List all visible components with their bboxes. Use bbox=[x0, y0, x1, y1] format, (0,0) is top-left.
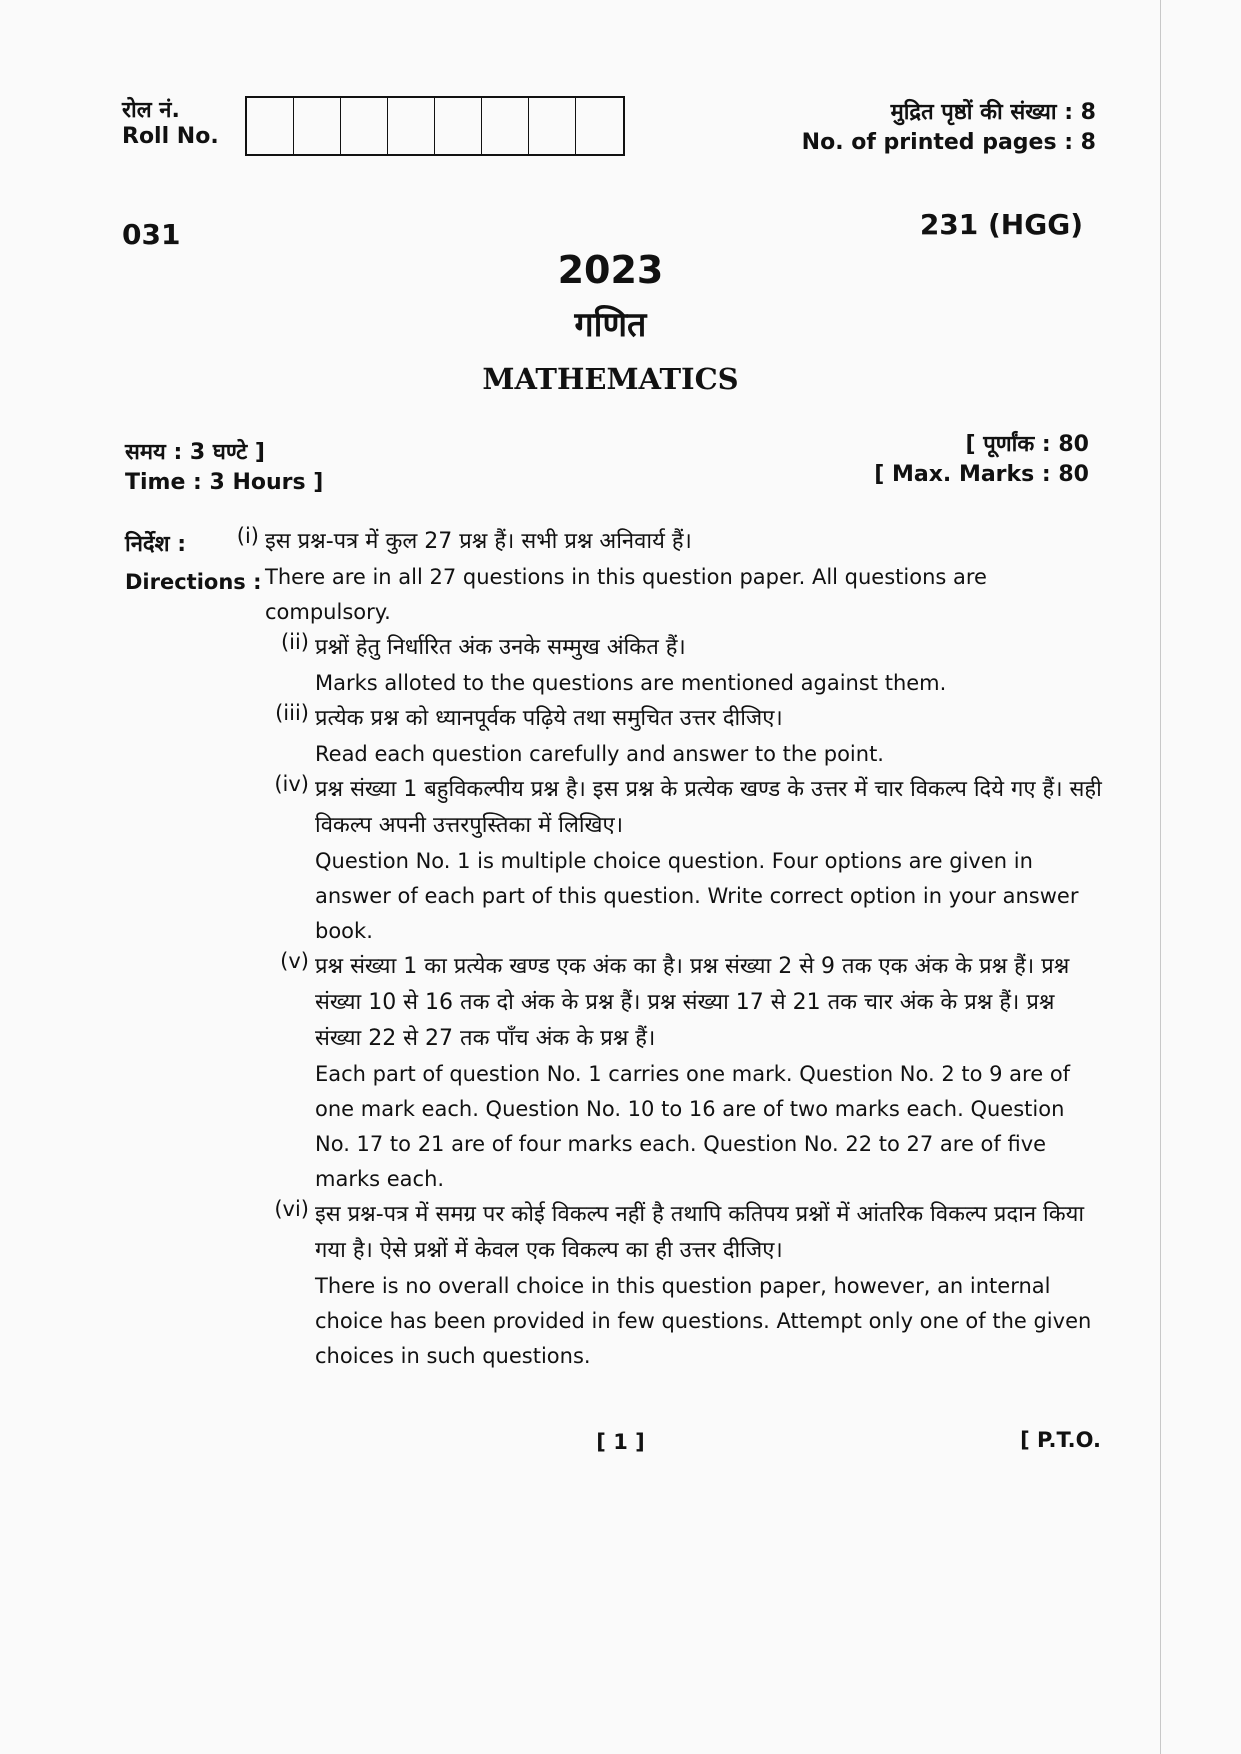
direction-text: Question No. 1 is multiple choice question. Four options are given in answer of each part of this question. Write correct option in your answer book. bbox=[315, 849, 1079, 943]
printed-pages: No. of printed pages : 8 bbox=[801, 130, 1096, 155]
printed-pages-hindi: मुद्रित पृष्ठों की संख्या : 8 bbox=[890, 100, 1096, 125]
direction-text-hindi: प्रश्नों हेतु निर्धारित अंक उनके सम्मुख अंकित हैं। bbox=[315, 635, 686, 660]
max-marks: [ Max. Marks : 80 bbox=[874, 462, 1089, 487]
direction-item bbox=[265, 630, 1105, 701]
paper-series-code: 231 (HGG) bbox=[919, 208, 1083, 241]
roll-label: Roll No. bbox=[122, 124, 219, 149]
direction-item bbox=[265, 1197, 1105, 1374]
direction-text-hindi: प्रत्येक प्रश्न को ध्यानपूर्वक पढ़िये तथा समुचित उत्तर दीजिए। bbox=[315, 706, 783, 731]
direction-item bbox=[265, 949, 1105, 1197]
directions-label-hindi: निर्देश : bbox=[125, 532, 187, 557]
roll-label-hindi: रोल नं. bbox=[122, 98, 180, 123]
roll-digit-box[interactable] bbox=[576, 98, 623, 154]
direction-number: (iii) bbox=[275, 701, 309, 725]
page-number: [ 1 ] bbox=[596, 1430, 645, 1454]
roll-digit-box[interactable] bbox=[294, 98, 341, 154]
roll-digit-box[interactable] bbox=[435, 98, 482, 154]
roll-digit-box[interactable] bbox=[247, 98, 294, 154]
direction-number: (ii) bbox=[280, 630, 309, 654]
roll-digit-box[interactable] bbox=[482, 98, 529, 154]
paper-code: 031 bbox=[122, 218, 181, 251]
please-turn-over: [ P.T.O. bbox=[1020, 1428, 1101, 1452]
direction-text-hindi: प्रश्न संख्या 1 बहुविकल्पीय प्रश्न है। इस प्रश्न के प्रत्येक खण्ड के उत्तर में चार विकल्प दिये गए हैं। सही विकल्प अपनी उत्तरपुस्तिका में लिखिए। bbox=[315, 777, 1102, 838]
roll-digit-box[interactable] bbox=[388, 98, 435, 154]
direction-number: (vi) bbox=[274, 1197, 309, 1221]
direction-text-hindi: इस प्रश्न-पत्र में समग्र पर कोई विकल्प नहीं है तथापि कतिपय प्रश्नों में आंतरिक विकल्प प्रदान किया गया है। ऐसे प्रश्नों में केवल एक विकल्प का ही उत्तर दीजिए। bbox=[315, 1202, 1085, 1263]
roll-digit-box[interactable] bbox=[341, 98, 388, 154]
direction-number: (i) bbox=[236, 524, 259, 548]
direction-text: There are in all 27 questions in this question paper. All questions are compulsory. bbox=[265, 565, 987, 624]
direction-text: Read each question carefully and answer to the point. bbox=[315, 742, 884, 766]
max-marks-hindi: [ पूर्णांक : 80 bbox=[965, 432, 1089, 457]
direction-item bbox=[215, 524, 1105, 630]
direction-number: (v) bbox=[280, 949, 309, 973]
direction-text: There is no overall choice in this question paper, however, an internal choice has been provided in few questions. Attempt only one of the given choices in such questions. bbox=[315, 1274, 1092, 1368]
direction-text-hindi: इस प्रश्न-पत्र में कुल 27 प्रश्न हैं। सभी प्रश्न अनिवार्य हैं। bbox=[265, 529, 692, 554]
time-allowed: Time : 3 Hours ] bbox=[125, 470, 324, 495]
direction-text: Each part of question No. 1 carries one mark. Question No. 2 to 9 are of one mark each. Question No. 10 to 16 are of two marks each. Question No. 17 to 21 are of four marks each. Question No. 22 to 27 are of five marks each. bbox=[315, 1062, 1071, 1191]
direction-text-hindi: प्रश्न संख्या 1 का प्रत्येक खण्ड एक अंक का है। प्रश्न संख्या 2 से 9 तक एक अंक के प्रश्न हैं। प्रश्न संख्या 10 से 16 तक दो अंक के प्रश्न हैं। प्रश्न संख्या 17 से 21 तक चार अंक के प्रश्न हैं। प्रश्न संख्या 22 से 27 तक पाँच अंक के प्रश्न हैं। bbox=[315, 954, 1070, 1051]
directions-label: Directions : bbox=[125, 570, 262, 594]
subject-title: MATHEMATICS bbox=[482, 362, 739, 396]
direction-text: Marks alloted to the questions are mentioned against them. bbox=[315, 671, 947, 695]
direction-item bbox=[265, 701, 1105, 772]
exam-year: 2023 bbox=[557, 248, 664, 292]
subject-title-hindi: गणित bbox=[574, 305, 647, 345]
time-hindi: समय : 3 घण्टे ] bbox=[125, 440, 265, 465]
direction-number: (iv) bbox=[274, 772, 309, 796]
roll-number-boxes[interactable] bbox=[245, 96, 625, 156]
directions-list bbox=[236, 524, 1105, 1374]
direction-item bbox=[265, 772, 1105, 949]
roll-digit-box[interactable] bbox=[529, 98, 576, 154]
